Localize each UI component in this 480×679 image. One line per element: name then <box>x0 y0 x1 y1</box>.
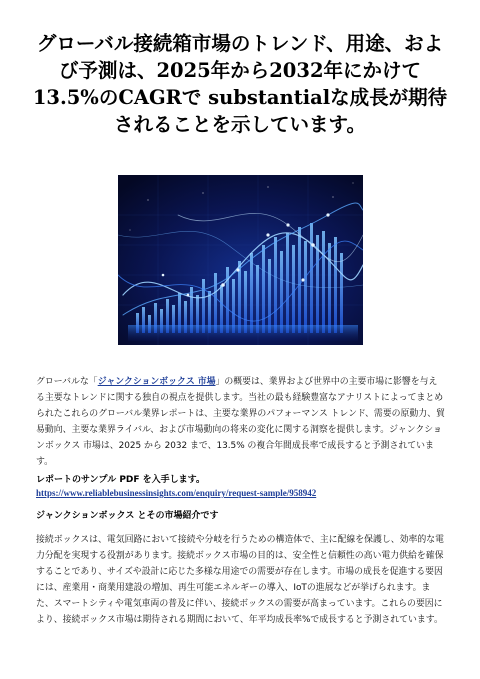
sample-pdf-link[interactable]: https://www.reliablebusinessinsights.com/enquiry/request-sample/958942 <box>36 488 317 498</box>
intro-suffix: 」の概要は、業界および世界中の主要市場に影響を与える主要なトレンドに関する独自の視点を提供します。当社の最も経験豊富なアナリストによってまとめられたこれらのグローバル業界レポートは、主要な業界のパフォーマンス トレンド、需要の原動力、貿易動向、主要な業界ライバル、および市場動向の将来の変化に関する洞察を提供します。ジャンクションボックス 市場は、2025 から 2032 まで、13.5% の複合年間成長率で成長すると予測されています。 <box>36 377 445 467</box>
intro-paragraph <box>36 374 446 470</box>
intro-prefix: グローバルな「 <box>36 377 98 387</box>
market-link[interactable]: ジャンクションボックス 市場 <box>97 377 216 387</box>
financial-chart-image <box>118 175 363 345</box>
section-heading: ジャンクションボックス とその市場紹介です <box>36 511 219 521</box>
document-title: グローバル接続箱市場のトレンド、用途、および予測は、2025年から2032年にかけて13.5%のCAGRで substantialな成長が期待されることを示しています。 <box>32 32 448 136</box>
sample-pdf-label: レポートのサンプル PDF を入手します。 <box>36 475 205 485</box>
section-body-paragraph: 接続ボックスは、電気回路において接続や分岐を行うための構造体で、主に配線を保護し、効率的な電力分配を実現する役割があります。接続ボックス市場の目的は、安全性と信頼性の高い電力供給を確保することであり、サイズや設計に応じた多様な用途での需要が存在します。市場の成長を促進する要因には、産業用・商業用建設の増加、再生可能エネルギーの導入、IoTの進展などが挙げられます。また、スマートシティや電気車両の普及に伴い、接続ボックスの需要が高まっています。これらの要因により、接続ボックス市場は期待される期間において、年平均成長率%で成長すると予測されています。 <box>36 535 444 625</box>
